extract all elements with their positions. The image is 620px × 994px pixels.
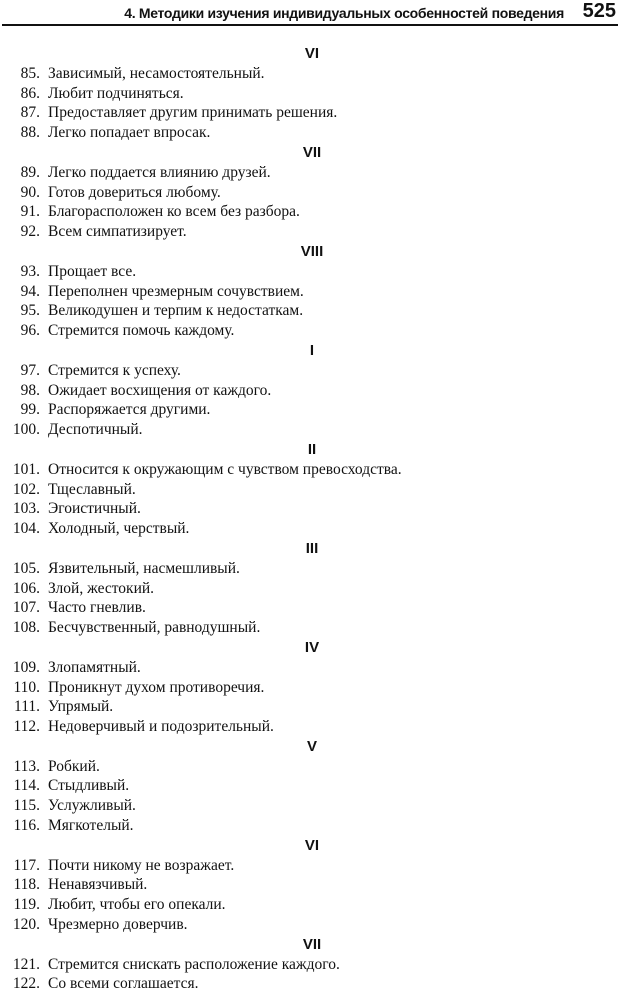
- item-number: 115.: [13, 797, 40, 815]
- list-item: [0, 480, 620, 500]
- item-text: Ненавязчивый.: [48, 876, 148, 894]
- item-text: Относится к окружающим с чувством превосходства.: [48, 460, 402, 478]
- item-text: Предоставляет другим принимать решения.: [48, 104, 338, 122]
- list-item: [0, 955, 620, 975]
- header-rule: [2, 24, 618, 26]
- item-number: 101.: [12, 460, 40, 478]
- list-item: [0, 658, 620, 678]
- item-number: 88.: [20, 124, 40, 142]
- item-text: Почти никому не возражает.: [48, 856, 235, 874]
- item-text: Великодушен и терпим к недостаткам.: [48, 302, 304, 320]
- list-item: [0, 717, 620, 737]
- item-number: 111.: [14, 698, 40, 716]
- item-number: 94.: [20, 282, 40, 300]
- item-text: Стремится помочь каждому.: [48, 322, 235, 340]
- item-number: 108.: [12, 619, 40, 637]
- item-text: Злой, жестокий.: [48, 579, 155, 597]
- list-item: [0, 598, 620, 618]
- list-item: [0, 202, 620, 222]
- item-text: Бесчувственный, равнодушный.: [48, 619, 261, 637]
- item-number: 107.: [12, 599, 40, 617]
- list-item: [0, 816, 620, 836]
- item-number: 121.: [12, 955, 40, 973]
- item-text: Проникнут духом противоречия.: [48, 678, 265, 696]
- list-item: [0, 301, 620, 321]
- list-item: [0, 163, 620, 183]
- item-number: 85.: [20, 64, 40, 82]
- list-item: [0, 262, 620, 282]
- item-number: 122.: [12, 975, 40, 993]
- section-heading: III: [305, 539, 319, 557]
- section-heading: IV: [304, 638, 320, 656]
- item-text: Со всеми соглашается.: [48, 975, 199, 993]
- item-number: 87.: [20, 104, 40, 122]
- list-item: [0, 123, 620, 143]
- list-item: [0, 757, 620, 777]
- list-item: [0, 361, 620, 381]
- section-heading: VII: [302, 143, 322, 161]
- item-number: 116.: [13, 817, 40, 835]
- list-item: [0, 64, 620, 84]
- item-text: Тщеславный.: [48, 480, 136, 498]
- list-item: [0, 420, 620, 440]
- list-item: [0, 321, 620, 341]
- item-number: 119.: [13, 896, 40, 914]
- list-item: [0, 559, 620, 579]
- item-number: 105.: [12, 559, 40, 577]
- list-item: [0, 579, 620, 599]
- list-item: [0, 875, 620, 895]
- item-number: 117.: [13, 856, 40, 874]
- questionnaire-content: [0, 44, 620, 994]
- item-text: Любит подчиняться.: [48, 84, 184, 102]
- item-text: Легко поддается влиянию друзей.: [48, 163, 271, 181]
- item-text: Деспотичный.: [48, 421, 143, 439]
- item-number: 102.: [12, 480, 40, 498]
- item-text: Легко попадает впросак.: [48, 124, 211, 142]
- item-number: 97.: [20, 361, 40, 379]
- list-item: [0, 915, 620, 935]
- item-text: Готов довериться любому.: [48, 183, 221, 201]
- list-item: [0, 103, 620, 123]
- item-text: Стыдливый.: [48, 777, 130, 795]
- item-number: 95.: [20, 302, 40, 320]
- item-text: Переполнен чрезмерным сочувствием.: [48, 282, 304, 300]
- list-item: [0, 796, 620, 816]
- item-text: Эгоистичный.: [48, 500, 141, 518]
- item-text: Злопамятный.: [48, 658, 141, 676]
- item-number: 86.: [20, 84, 40, 102]
- list-item: [0, 776, 620, 796]
- item-number: 96.: [20, 322, 40, 340]
- list-item: [0, 84, 620, 104]
- item-text: Зависимый, несамостоятельный.: [48, 64, 265, 82]
- item-text: Стремится снискать расположение каждого.: [48, 955, 340, 973]
- item-number: 90.: [20, 183, 40, 201]
- section-heading: I: [309, 341, 315, 359]
- item-number: 104.: [12, 520, 40, 538]
- section-heading: VI: [304, 836, 320, 854]
- item-number: 89.: [20, 163, 40, 181]
- item-text: Упрямый.: [48, 698, 114, 716]
- list-item: [0, 974, 620, 994]
- item-number: 100.: [12, 421, 40, 439]
- list-item: [0, 222, 620, 242]
- item-text: Прощает все.: [48, 262, 137, 280]
- item-text: Недоверчивый и подозрительный.: [48, 718, 274, 736]
- item-text: Холодный, черствый.: [48, 520, 190, 538]
- item-number: 114.: [13, 777, 40, 795]
- item-number: 91.: [20, 203, 40, 221]
- section-heading: VIII: [300, 242, 324, 260]
- item-number: 109.: [12, 658, 40, 676]
- list-item: [0, 519, 620, 539]
- section-heading: VII: [302, 935, 322, 953]
- section-heading: V: [306, 737, 317, 755]
- section-heading: VI: [304, 45, 320, 62]
- list-item: [0, 697, 620, 717]
- item-text: Чрезмерно доверчив.: [48, 916, 188, 934]
- item-number: 106.: [12, 579, 40, 597]
- item-text: Часто гневлив.: [48, 599, 146, 617]
- list-item: [0, 618, 620, 638]
- list-item: [0, 282, 620, 302]
- item-text: Любит, чтобы его опекали.: [48, 896, 226, 914]
- item-text: Язвительный, насмешливый.: [48, 559, 240, 577]
- page-number: 525: [582, 0, 616, 22]
- list-item: [0, 678, 620, 698]
- list-item: [0, 381, 620, 401]
- item-text: Услужливый.: [48, 797, 136, 815]
- item-text: Стремится к успеху.: [48, 361, 181, 379]
- item-number: 98.: [20, 381, 40, 399]
- running-title: 4. Методики изучения индивидуальных особенностей поведения: [124, 5, 564, 21]
- item-text: Робкий.: [48, 757, 100, 775]
- item-number: 118.: [13, 876, 40, 894]
- item-text: Мягкотелый.: [48, 817, 134, 835]
- section-heading: II: [307, 440, 317, 458]
- item-number: 92.: [20, 223, 40, 241]
- list-item: [0, 460, 620, 480]
- item-text: Распоряжается другими.: [48, 401, 211, 419]
- list-item: [0, 856, 620, 876]
- item-number: 103.: [12, 500, 40, 518]
- item-text: Благорасположен ко всем без разбора.: [48, 203, 300, 221]
- item-text: Всем симпатизирует.: [48, 223, 187, 241]
- item-number: 120.: [12, 916, 40, 934]
- page-header: [0, 0, 620, 24]
- list-item: [0, 499, 620, 519]
- list-item: [0, 400, 620, 420]
- item-number: 112.: [13, 718, 40, 736]
- item-number: 110.: [13, 678, 40, 696]
- list-item: [0, 183, 620, 203]
- item-text: Ожидает восхищения от каждого.: [48, 381, 272, 399]
- list-item: [0, 895, 620, 915]
- item-number: 99.: [20, 401, 40, 419]
- item-number: 93.: [20, 262, 40, 280]
- item-number: 113.: [13, 757, 40, 775]
